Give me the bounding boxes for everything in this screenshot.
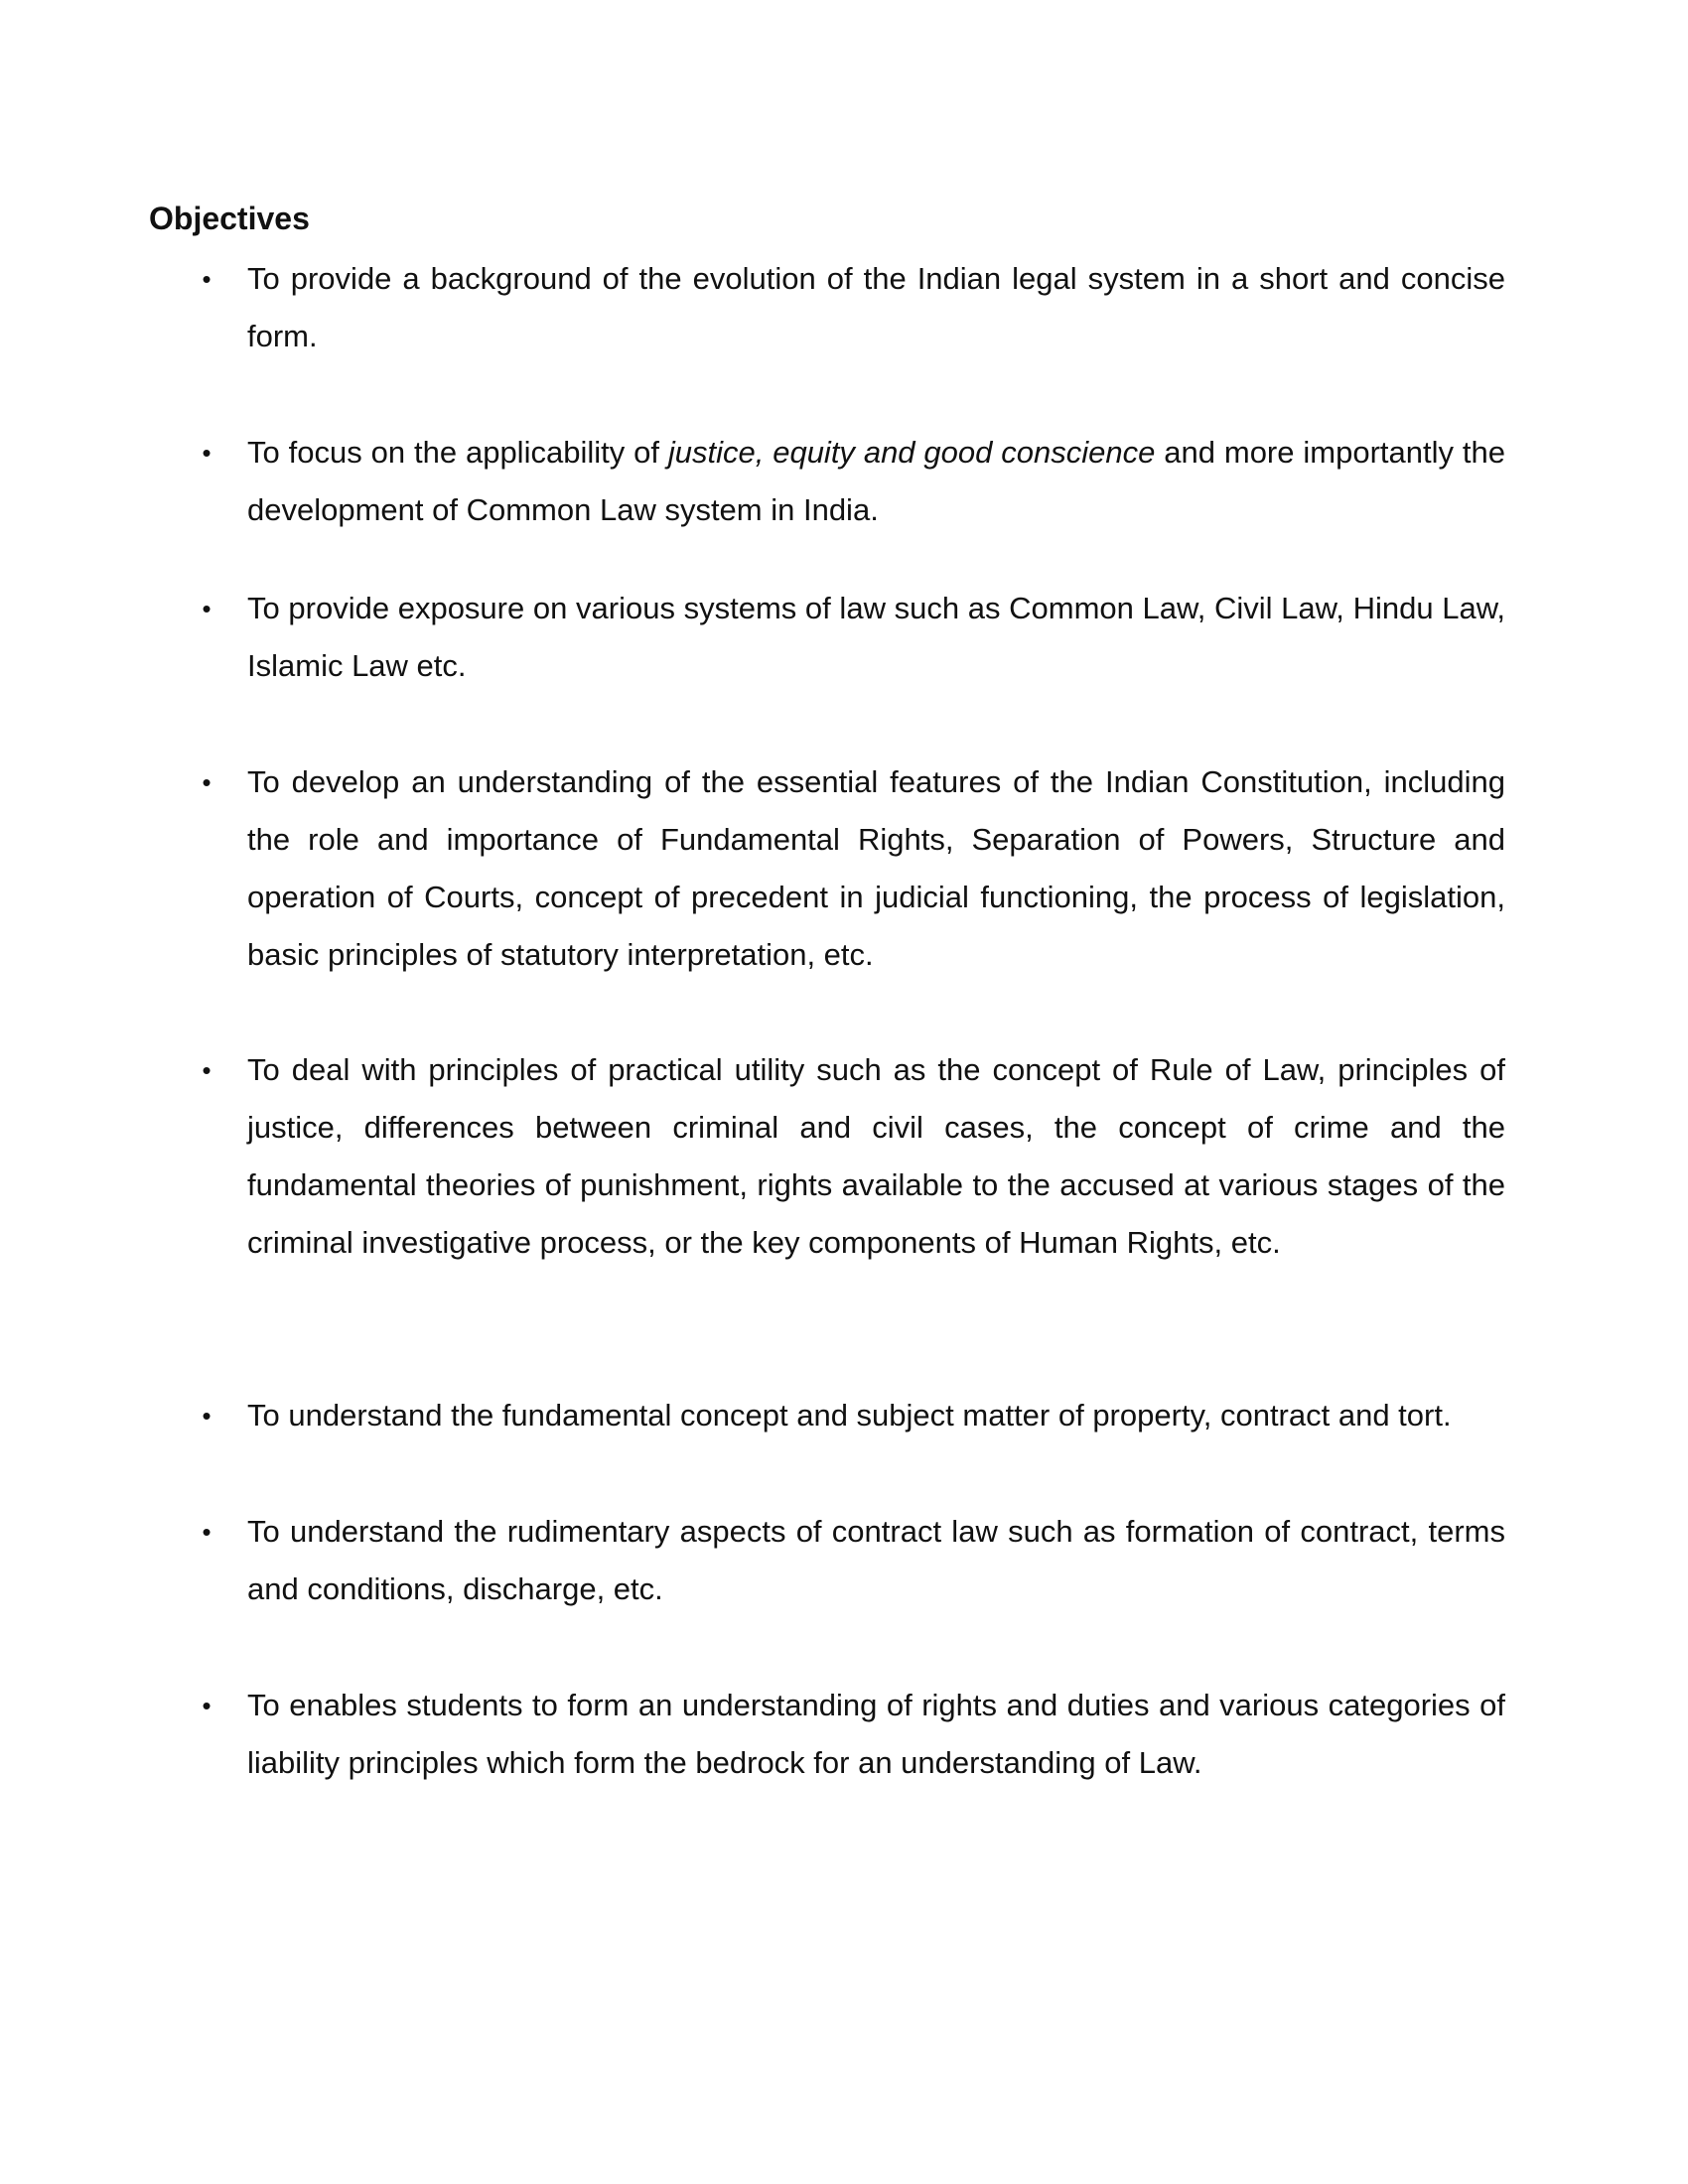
bullet-icon: •	[202, 1400, 211, 1431]
objective-text-5: To deal with principles of practical utility such as the concept of Rule of Law, principles of justice, differences between criminal and civil cases, the concept of crime and the fundamental theories of punishment, rights available to the accused at various stages of the criminal investigative process, or the key components of Human Rights, etc.	[247, 1052, 1505, 1260]
bullet-icon: •	[202, 593, 211, 623]
bullet-icon: •	[202, 1054, 211, 1085]
objective-text-4: To develop an understanding of the essential features of the Indian Constitution, including the role and importance of Fundamental Rights, Separation of Powers, Structure and operation of Courts, concept of precedent in judicial functioning, the process of legislation, basic principles of statutory interpretation, etc.	[247, 764, 1505, 972]
objective-text-7: To understand the rudimentary aspects of contract law such as formation of contract, terms and conditions, discharge, etc.	[247, 1514, 1505, 1606]
objective-text-1: To provide a background of the evolution of the Indian legal system in a short and concise form.	[247, 261, 1505, 353]
objective-text-2	[247, 424, 1505, 539]
objective-text-2-before: To focus on the applicability of	[247, 435, 668, 470]
bullet-icon: •	[202, 766, 211, 797]
bullet-icon: •	[202, 1516, 211, 1547]
objective-text-8: To enables students to form an understanding of rights and duties and various categories of liability principles which form the bedrock for an understanding of Law.	[247, 1688, 1505, 1780]
objective-text-6: To understand the fundamental concept and subject matter of property, contract and tort.	[247, 1398, 1452, 1433]
objective-text-2-after: and more importantly the development of Common Law system in India.	[247, 435, 1505, 527]
objective-text-3: To provide exposure on various systems of law such as Common Law, Civil Law, Hindu Law, Islamic Law etc.	[247, 591, 1505, 683]
bullet-icon: •	[202, 263, 211, 294]
section-heading: Objectives	[149, 201, 310, 236]
objective-text-2-emphasis: justice, equity and good conscience	[667, 435, 1156, 470]
bullet-icon: •	[202, 1690, 211, 1720]
bullet-icon: •	[202, 437, 211, 468]
